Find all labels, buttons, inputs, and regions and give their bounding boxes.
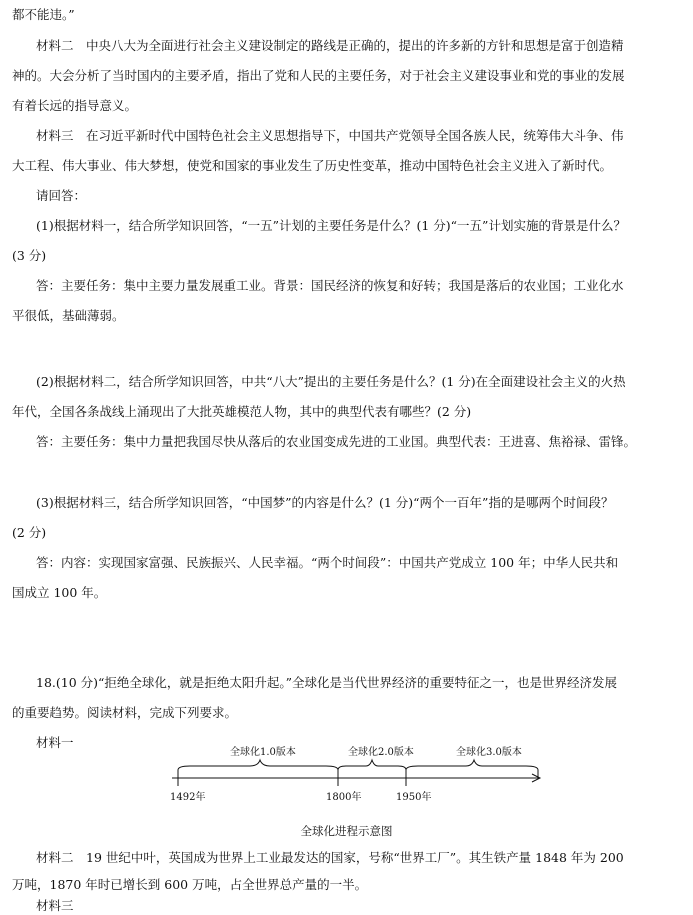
- answer-line: 答：主要任务：集中力量把我国尽快从落后的农业国变成先进的工业国。典型代表：王进喜、焦裕禄、雷锋。: [36, 434, 637, 449]
- question-line: (3 分): [12, 248, 47, 263]
- question-line: 年代，全国各条战线上涌现出了大批英雄模范人物，其中的典型代表有哪些？(2 分): [12, 404, 472, 419]
- brace-stage-2: [338, 760, 406, 770]
- answer-line: 国成立 100 年。: [12, 585, 107, 600]
- text-line: 神的。大会分析了当时国内的主要矛盾，指出了党和人民的主要任务，对于社会主义建设事业和党的事业的发展: [12, 68, 625, 83]
- stage-label: 全球化2.0版本: [348, 747, 414, 758]
- text-line: 材料二 中央八大为全面进行社会主义建设制定的路线是正确的，提出的许多新的方针和思想是富于创造精: [36, 38, 624, 53]
- text-line: 请回答：: [36, 188, 87, 203]
- text-line: 万吨，1870 年时已增长到 600 万吨，占全世界总产量的一半。: [12, 877, 368, 892]
- question-line: 18.(10 分)“拒绝全球化，就是拒绝太阳升起。”全球化是当代世界经济的重要特征之一，也是世界经济发展: [36, 675, 618, 690]
- question-line: (3)根据材料三，结合所学知识回答，“中国梦”的内容是什么？(1 分)“两个一百年”指的是哪两个时间段？: [36, 495, 614, 510]
- globalization-timeline: [170, 744, 550, 806]
- text-line: 材料二 19 世纪中叶，英国成为世界上工业最发达的国家，号称“世界工厂”。其生铁产量 1848 年为 200: [36, 850, 624, 865]
- text-line: 有着长远的指导意义。: [12, 98, 138, 113]
- question-line: (2 分): [12, 525, 47, 540]
- brace-stage-1: [178, 760, 338, 770]
- stage-label: 全球化3.0版本: [456, 747, 522, 758]
- question-line: 的重要趋势。阅读材料，完成下列要求。: [12, 705, 238, 720]
- year-label: 1800年: [326, 792, 362, 803]
- brace-stage-3: [406, 760, 538, 770]
- answer-line: 答：主要任务：集中主要力量发展重工业。背景：国民经济的恢复和好转；我国是落后的农业国；工业化水: [36, 278, 624, 293]
- year-label: 1492年: [170, 792, 206, 803]
- answer-line: 答：内容：实现国家富强、民族振兴、人民幸福。“两个时间段”：中国共产党成立 100 年；中华人民共和: [36, 555, 619, 570]
- figure-caption: 全球化进程示意图: [300, 824, 393, 838]
- text-line: 材料三 在习近平新时代中国特色社会主义思想指导下，中国共产党领导全国各族人民，统筹伟大斗争、伟: [36, 128, 624, 143]
- year-label: 1950年: [396, 792, 432, 803]
- material-label: 材料一: [36, 735, 74, 750]
- text-line: 大工程、伟大事业、伟大梦想，使党和国家的事业发生了历史性变革，推动中国特色社会主义进入了新时代。: [12, 158, 613, 173]
- stage-label: 全球化1.0版本: [230, 747, 296, 758]
- answer-line: 平很低，基础薄弱。: [12, 308, 125, 323]
- text-line: 都不能违。”: [12, 7, 75, 22]
- question-line: (1)根据材料一，结合所学知识回答，“一五”计划的主要任务是什么？(1 分)“一五”计划实施的背景是什么？: [36, 218, 626, 233]
- material-label: 材料三: [36, 898, 74, 913]
- question-line: (2)根据材料二，结合所学知识回答，中共“八大”提出的主要任务是什么？(1 分)在全面建设社会主义的火热: [36, 374, 626, 389]
